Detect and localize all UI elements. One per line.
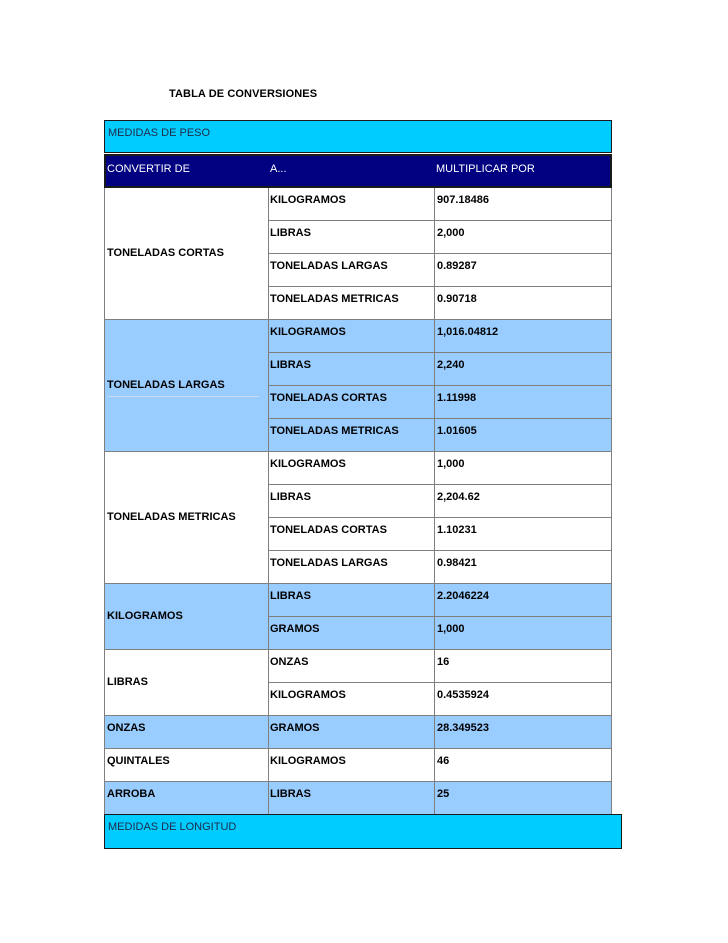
factor-cell: 1,000 — [437, 623, 465, 635]
factor-cell: 2,000 — [437, 227, 465, 239]
header-multiply-by: MULTIPLICAR POR — [436, 163, 535, 175]
convert-to-cell: TONELADAS METRICAS — [270, 293, 399, 305]
factor-cell: 1,000 — [437, 458, 465, 470]
row-border — [268, 352, 611, 353]
convert-to-cell: LIBRAS — [270, 227, 311, 239]
column-divider — [268, 749, 269, 782]
row-border — [268, 616, 611, 617]
row-border — [268, 418, 611, 419]
column-divider — [434, 749, 435, 782]
column-divider — [434, 452, 435, 584]
column-divider — [268, 452, 269, 584]
row-border — [268, 682, 611, 683]
convert-from-label: ARROBA — [107, 788, 156, 800]
table-header-row — [104, 154, 612, 188]
conversion-group — [104, 188, 612, 320]
factor-cell: 907.18486 — [437, 194, 489, 206]
factor-cell: 0.89287 — [437, 260, 477, 272]
factor-cell: 28.349523 — [437, 722, 489, 734]
document-title: TABLA DE CONVERSIONES — [169, 88, 318, 100]
row-border — [268, 286, 611, 287]
convert-from-label: TONELADAS LARGAS — [107, 379, 225, 391]
row-border — [268, 253, 611, 254]
factor-cell: 2.2046224 — [437, 590, 489, 602]
row-border — [268, 385, 611, 386]
conversion-group — [104, 452, 612, 584]
column-divider — [434, 782, 435, 815]
convert-from-label: KILOGRAMOS — [107, 610, 183, 622]
convert-from-label: LIBRAS — [107, 676, 148, 688]
factor-cell: 2,204.62 — [437, 491, 480, 503]
convert-to-cell: TONELADAS LARGAS — [270, 260, 388, 272]
convert-to-cell: TONELADAS LARGAS — [270, 557, 388, 569]
convert-from-label: ONZAS — [107, 722, 146, 734]
column-divider — [434, 320, 435, 452]
conversion-group — [104, 584, 612, 650]
column-divider — [268, 650, 269, 716]
convert-to-cell: KILOGRAMOS — [270, 326, 346, 338]
column-divider — [268, 320, 269, 452]
convert-to-cell: LIBRAS — [270, 359, 311, 371]
factor-cell: 25 — [437, 788, 450, 800]
factor-cell: 2,240 — [437, 359, 465, 371]
conversion-group — [104, 650, 612, 716]
header-convert-from: CONVERTIR DE — [107, 163, 190, 175]
factor-cell: 46 — [437, 755, 450, 767]
header-to: A... — [270, 163, 287, 175]
factor-cell: 1,016.04812 — [437, 326, 499, 338]
convert-to-cell: ONZAS — [270, 656, 309, 668]
conversion-group — [104, 782, 612, 815]
conversion-group — [104, 749, 612, 782]
convert-from-label: QUINTALES — [107, 755, 170, 767]
column-divider — [434, 584, 435, 650]
convert-to-cell: TONELADAS METRICAS — [270, 425, 399, 437]
convert-to-cell: LIBRAS — [270, 590, 311, 602]
row-border — [268, 220, 611, 221]
factor-cell: 0.98421 — [437, 557, 477, 569]
conversion-group — [104, 320, 612, 452]
column-divider — [434, 716, 435, 749]
row-border — [268, 517, 611, 518]
convert-to-cell: KILOGRAMOS — [270, 755, 346, 767]
section-header-weight: MEDIDAS DE PESO — [104, 120, 612, 153]
column-divider — [268, 716, 269, 749]
convert-to-cell: LIBRAS — [270, 788, 311, 800]
convert-to-cell: TONELADAS CORTAS — [270, 392, 387, 404]
convert-to-cell: KILOGRAMOS — [270, 689, 346, 701]
convert-to-cell: GRAMOS — [270, 722, 320, 734]
convert-to-cell: GRAMOS — [270, 623, 320, 635]
convert-from-label: TONELADAS CORTAS — [107, 247, 224, 259]
factor-cell: 16 — [437, 656, 450, 668]
factor-cell: 1.01605 — [437, 425, 477, 437]
row-border — [268, 484, 611, 485]
factor-cell: 1.10231 — [437, 524, 477, 536]
column-divider — [268, 584, 269, 650]
label-underline — [107, 396, 259, 397]
convert-from-label: TONELADAS METRICAS — [107, 511, 236, 523]
section-header-length: MEDIDAS DE LONGITUD — [104, 814, 622, 849]
column-divider — [434, 188, 435, 320]
column-divider — [268, 782, 269, 815]
convert-to-cell: KILOGRAMOS — [270, 194, 346, 206]
convert-to-cell: LIBRAS — [270, 491, 311, 503]
conversion-group — [104, 716, 612, 749]
factor-cell: 0.90718 — [437, 293, 477, 305]
factor-cell: 1.11998 — [437, 392, 477, 404]
column-divider — [268, 188, 269, 320]
factor-cell: 0.4535924 — [437, 689, 489, 701]
convert-to-cell: KILOGRAMOS — [270, 458, 346, 470]
column-divider — [434, 650, 435, 716]
convert-to-cell: TONELADAS CORTAS — [270, 524, 387, 536]
row-border — [268, 550, 611, 551]
